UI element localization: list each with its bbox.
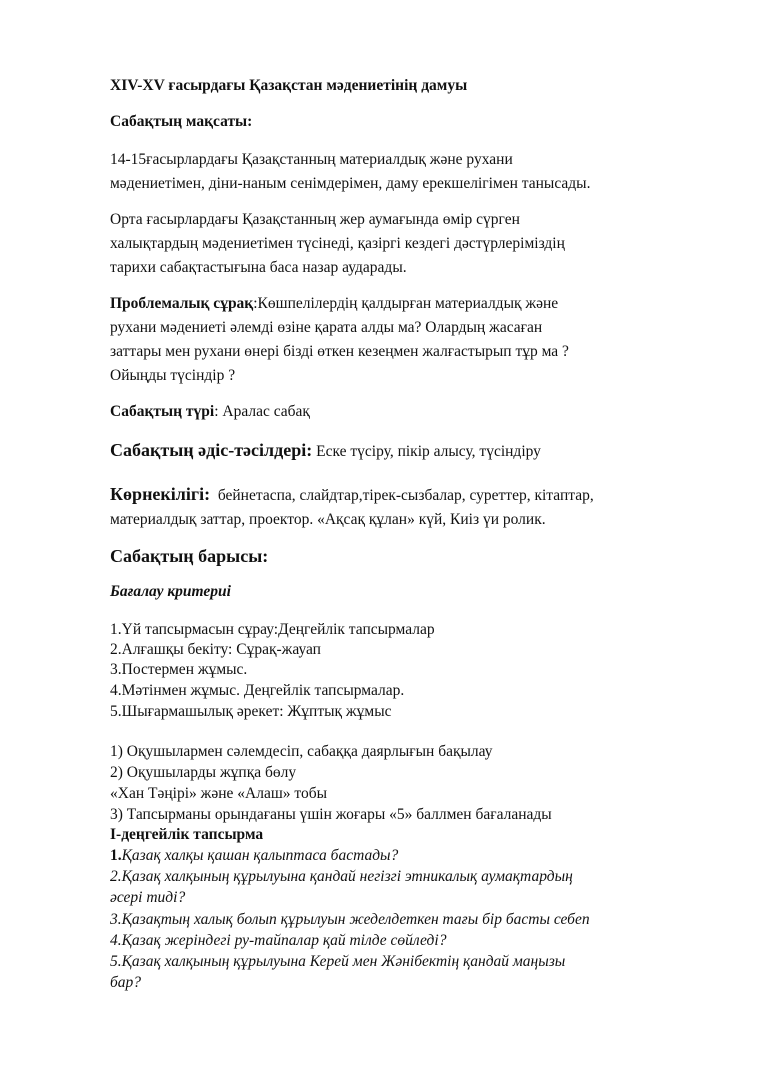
question-2: 2.Қазақ халқының құрылуына қандай негізгі этникалық аумақтардың xyxy=(110,868,573,885)
visuals-value-1: бейнетаспа, слайдтар,тірек-сызбалар, суреттер, кітаптар, xyxy=(217,487,594,504)
aim-line: 14-15ғасырлардағы Қазақстанның материалдық және рухани xyxy=(110,151,513,168)
problem-line-1 xyxy=(110,294,558,314)
visuals-line-1 xyxy=(110,484,594,506)
org-item: 1) Оқушылармен сәлемдесіп, сабаққа даярлығын бақылау xyxy=(110,743,493,760)
problem-line-4: Ойыңды түсіндір ? xyxy=(110,367,236,384)
problem-line-3: заттары мен рухани өнері бізді өткен кезеңмен жалғастырып тұр ма ? xyxy=(110,343,569,360)
visuals-line-2: материалдық заттар, проектор. «Ақсақ құлан» күй, Киіз үи ролик. xyxy=(110,511,546,528)
lesson-type xyxy=(110,402,310,422)
question-1 xyxy=(110,846,398,866)
problem-text: :Көшпелілердің қалдырған материалдық және xyxy=(253,295,559,312)
lesson-type-value: : Аралас сабақ xyxy=(214,403,310,420)
aim-line: мәдениетімен, діни-наным сенімдерімен, даму ерекшелігімен танысады. xyxy=(110,175,591,192)
lesson-methods xyxy=(110,440,541,462)
document-title: XIV-XV ғасырдағы Қазақстан мәдениетінің дамуы xyxy=(110,77,468,94)
level-heading: I-деңгейлік тапсырма xyxy=(110,826,264,843)
aim-line: тарихи сабақтастығына баса назар аударады. xyxy=(110,259,407,276)
step-item: 3.Постермен жұмыс. xyxy=(110,661,248,678)
question-2-cont: әсері тиді? xyxy=(110,889,186,906)
problem-line-2: рухани мәдениеті әлемді өзіне қарата алды ма? Олардың жасаған xyxy=(110,319,543,336)
question-5: 5.Қазақ халқының құрылуына Керей мен Жәнібектің қандай маңызы xyxy=(110,953,566,970)
visuals-label: Көрнекілігі: xyxy=(110,484,211,504)
question-3: 3.Қазақтың халық болып құрылуын жеделдеткен тағы бір басты себеп xyxy=(110,911,590,928)
lesson-type-label: Сабақтың түрі xyxy=(110,403,215,420)
org-item: 3) Тапсырманы орындағаны үшін жоғары «5» баллмен бағаланады xyxy=(110,806,552,823)
org-item: «Хан Тәңірі» және «Алаш» тобы xyxy=(110,785,327,802)
question-1-text: Қазақ халқы қашан қалыптаса бастады? xyxy=(121,847,399,864)
step-item: 5.Шығармашылық әрекет: Жұптық жұмыс xyxy=(110,703,392,720)
methods-label: Сабақтың әдіс-тәсілдері: xyxy=(110,440,313,460)
question-5-cont: бар? xyxy=(110,974,142,991)
step-item: 1.Үй тапсырмасын сұрау:Деңгейлік тапсырмалар xyxy=(110,621,435,638)
step-item: 2.Алғашқы бекіту: Сұрақ-жауап xyxy=(110,641,321,658)
question-4: 4.Қазақ жеріндегі ру-тайпалар қай тілде сөйледі? xyxy=(110,932,447,949)
problem-label: Проблемалық сұрақ xyxy=(110,295,254,312)
criteria-heading: Бағалау критериі xyxy=(110,583,231,600)
progress-heading: Сабақтың барысы: xyxy=(110,546,269,566)
aim-line: Орта ғасырлардағы Қазақстанның жер аумағында өмір сүрген xyxy=(110,211,520,228)
step-item: 4.Мәтінмен жұмыс. Деңгейлік тапсырмалар. xyxy=(110,682,405,699)
question-1-number: 1. xyxy=(110,847,122,864)
aim-heading: Сабақтың мақсаты: xyxy=(110,113,253,130)
aim-line: халықтардың мәдениетімен түсінеді, қазіргі кездегі дәстүрлеріміздің xyxy=(110,235,565,252)
org-item: 2) Оқушыларды жұпқа бөлу xyxy=(110,764,297,781)
methods-value: Еске түсіру, пікір алысу, түсіндіру xyxy=(316,443,541,460)
